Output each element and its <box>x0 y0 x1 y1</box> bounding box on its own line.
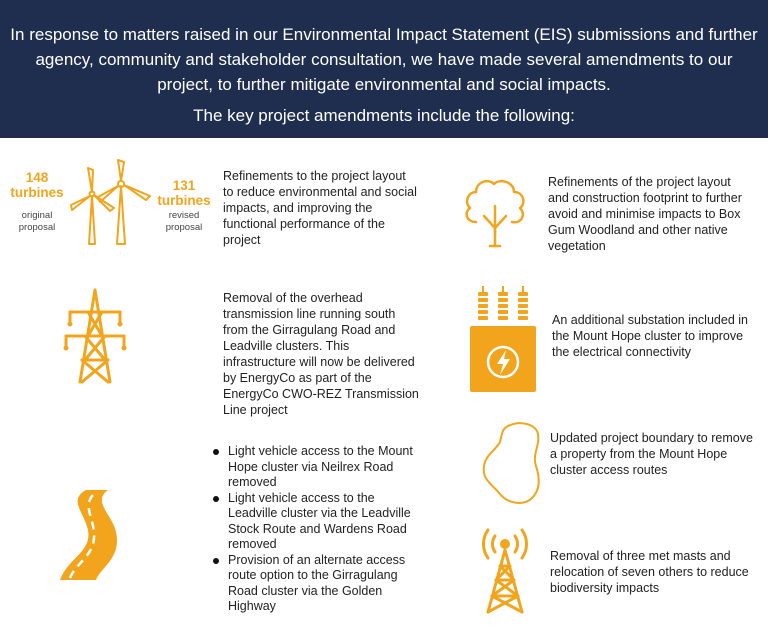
substation-text: An additional substation included in the Mount Hope cluster to improve the electrical connectivity <box>552 313 748 359</box>
intro-banner <box>0 0 768 138</box>
layout-refinement-text: Refinements to the project layout to reduce environmental and social impacts, and improving the functional performance of the project <box>223 169 417 247</box>
revised-proposal-caption: revised proposal <box>165 210 203 233</box>
intro-text: In response to matters raised in our Environmental Impact Statement (EIS) submissions and further agency, community and stakeholder consultation, we have made several amendments to our project, to further mitigate environmental and social impacts. <box>10 25 758 94</box>
key-amendments-heading: The key project amendments include the following: <box>193 106 575 125</box>
original-turbine-count: 148 turbines <box>10 170 64 200</box>
road-icon <box>58 488 148 584</box>
list-item: Light vehicle access to the Leadville cluster via the Leadville Stock Route and Wardens Road removed <box>210 491 425 553</box>
transmission-tower-icon <box>60 288 130 384</box>
substation-icon <box>470 286 536 392</box>
met-masts-text: Removal of three met masts and relocation of seven others to reduce biodiversity impacts <box>550 549 749 595</box>
revised-turbine-count: 131 turbines <box>157 178 211 208</box>
access-changes-list <box>210 444 425 615</box>
list-item: Provision of an alternate access route option to the Girragulang Road cluster via the Golden Highway <box>210 553 425 615</box>
tree-icon <box>462 176 528 248</box>
boundary-text: Updated project boundary to remove a property from the Mount Hope cluster access routes <box>550 431 753 477</box>
transmission-removal-text: Removal of the overhead transmission line running south from the Girragulang Road and Leadville clusters. This infrastructure will now be delivered by EnergyCo as part of the EnergyCo CWO-REZ Transmission Line project <box>223 291 419 417</box>
list-item: Light vehicle access to the Mount Hope cluster via Neilrex Road removed <box>210 444 425 491</box>
wind-turbines-icon <box>66 158 156 248</box>
met-mast-icon <box>470 524 540 614</box>
original-proposal-caption: original proposal <box>18 210 56 233</box>
boundary-outline-icon <box>478 420 548 506</box>
woodland-refinement-text: Refinements of the project layout and construction footprint to further avoid and minimise impacts to Box Gum Woodland and other native vegetation <box>548 175 742 253</box>
